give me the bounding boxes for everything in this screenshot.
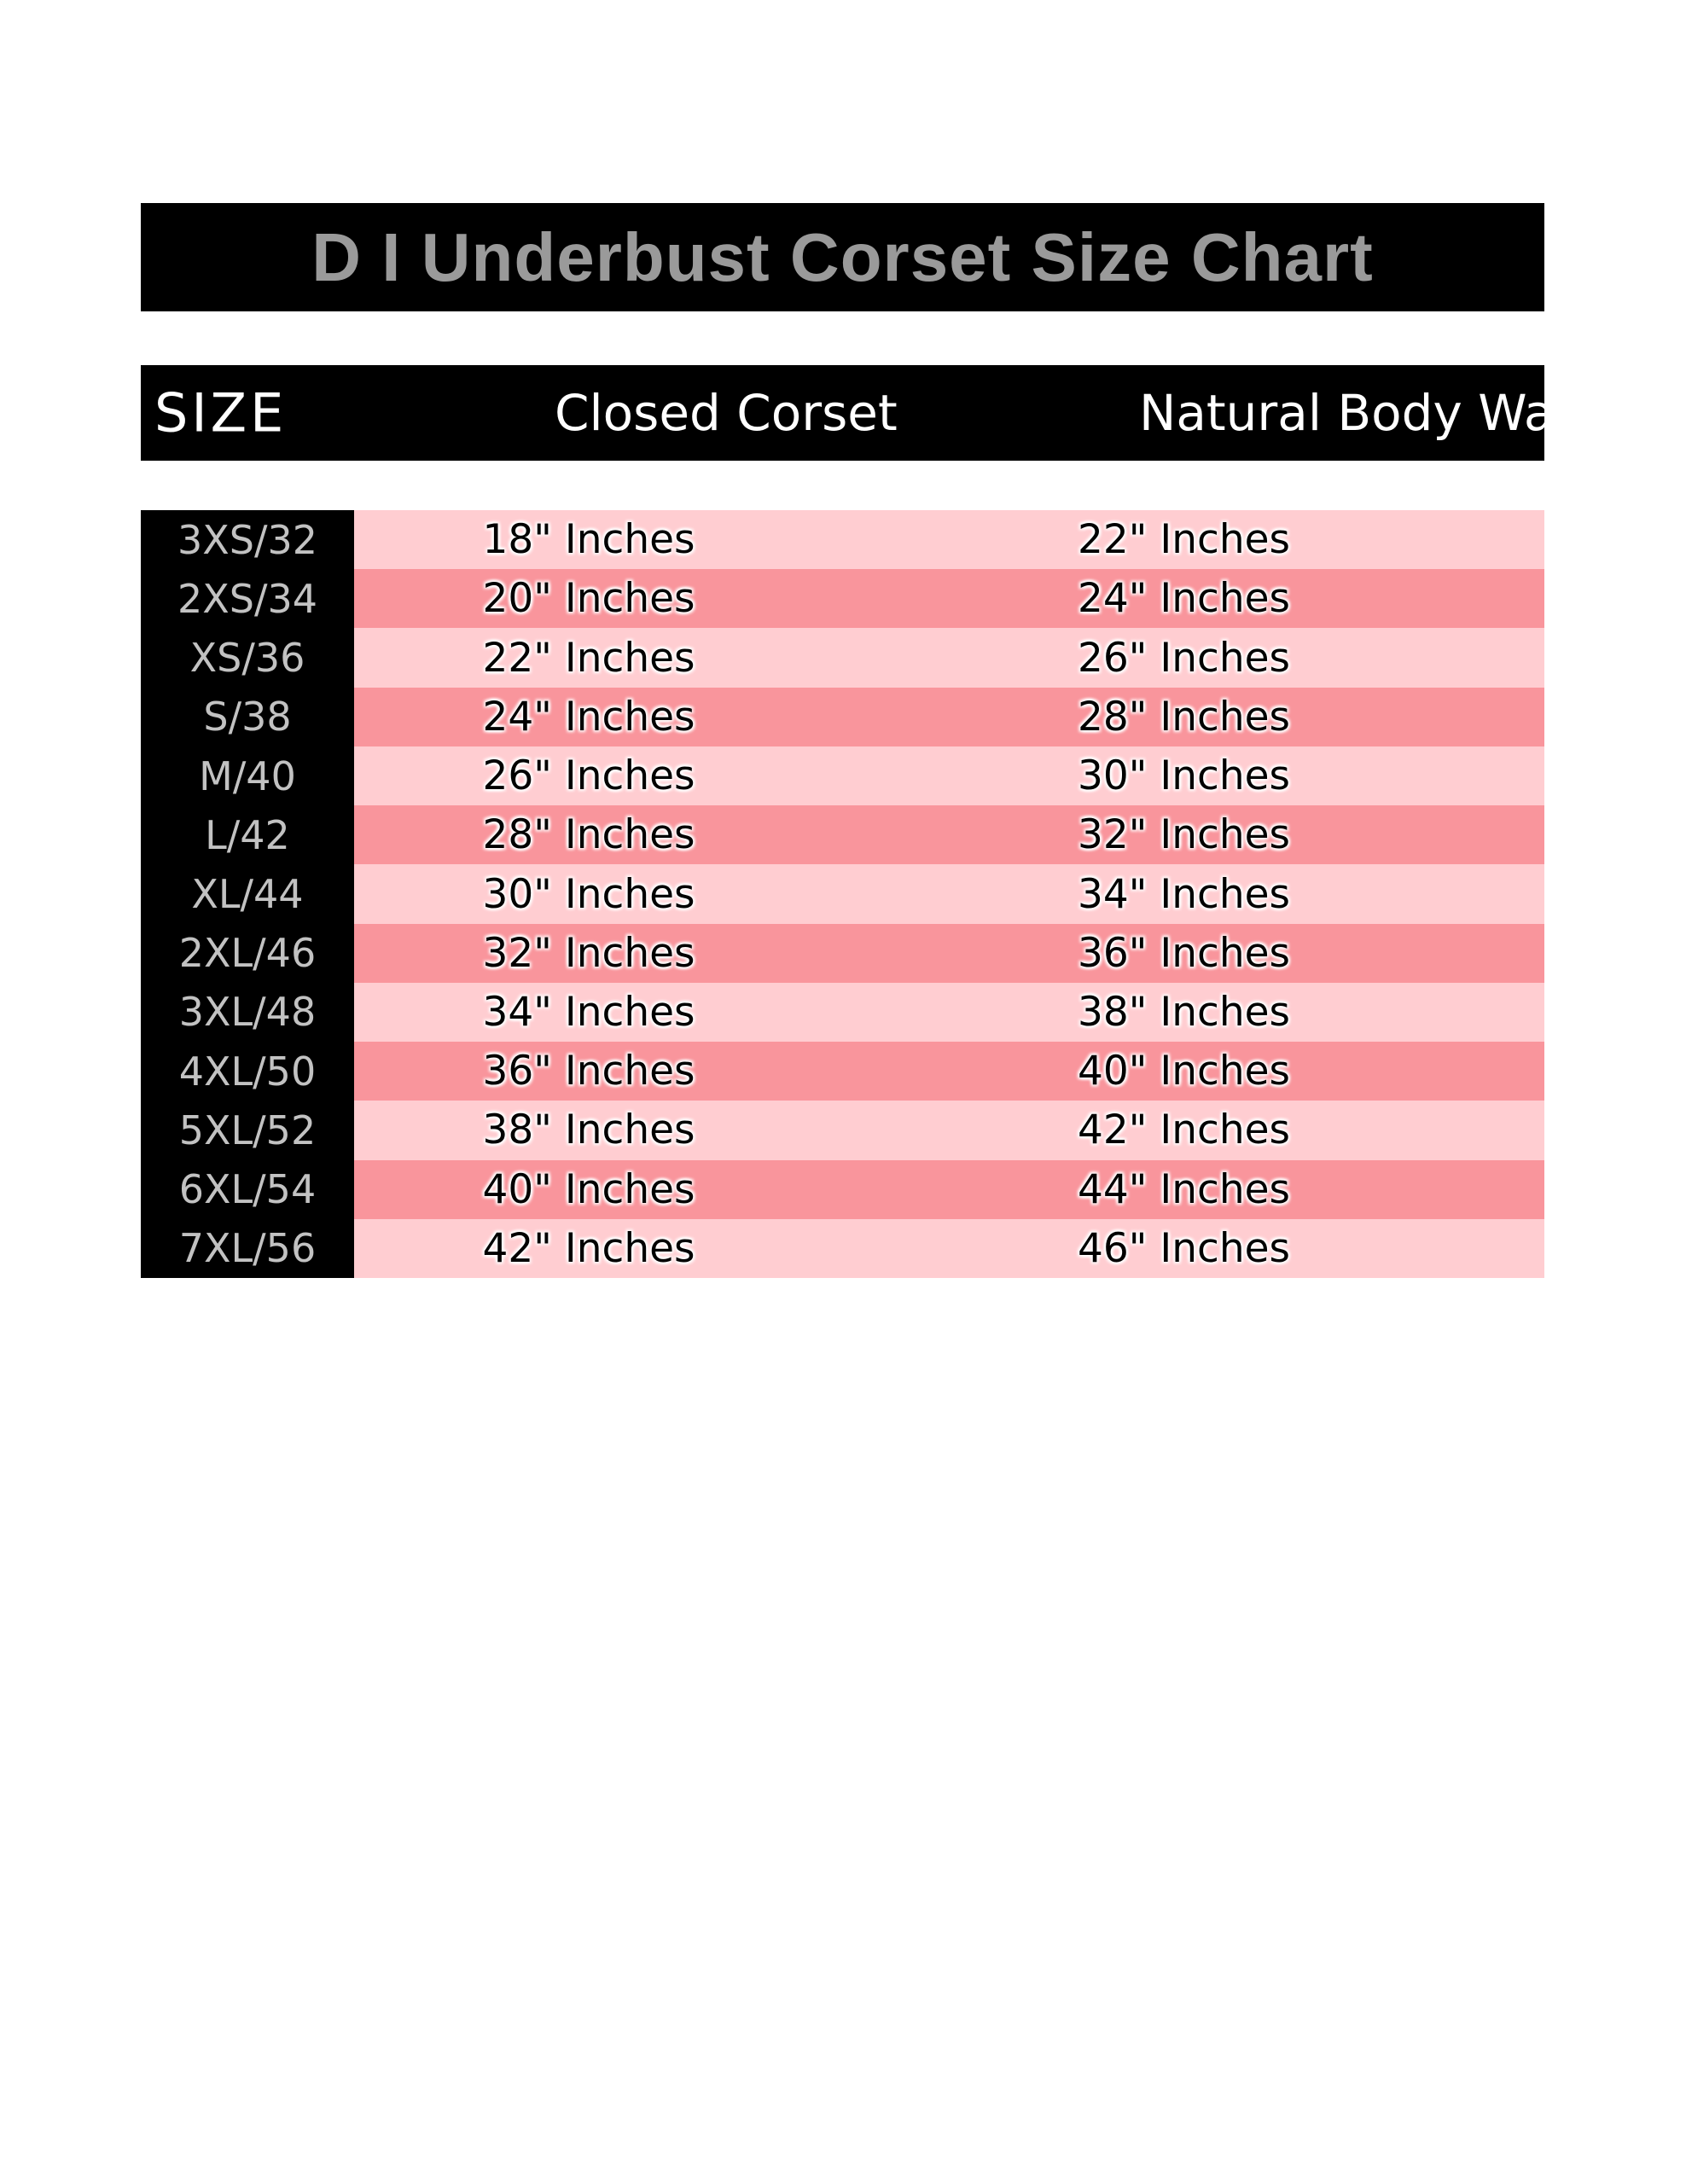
closed-corset-cell: 32" Inches bbox=[354, 924, 823, 983]
natural-waist-cell: 38" Inches bbox=[823, 983, 1544, 1042]
table-row bbox=[141, 510, 1544, 569]
table-row bbox=[141, 1101, 1544, 1159]
size-label-cell: XS/36 bbox=[141, 628, 354, 687]
table-row bbox=[141, 805, 1544, 864]
size-label-cell: L/42 bbox=[141, 805, 354, 864]
size-label-cell: 2XL/46 bbox=[141, 924, 354, 983]
size-label-cell: 6XL/54 bbox=[141, 1160, 354, 1219]
size-table-body bbox=[141, 510, 1544, 1278]
natural-waist-cell: 24" Inches bbox=[823, 569, 1544, 628]
size-label-cell: 4XL/50 bbox=[141, 1042, 354, 1101]
closed-corset-cell: 36" Inches bbox=[354, 1042, 823, 1101]
natural-waist-cell: 32" Inches bbox=[823, 805, 1544, 864]
closed-corset-cell: 30" Inches bbox=[354, 864, 823, 923]
natural-waist-cell: 28" Inches bbox=[823, 688, 1544, 746]
size-label-cell: M/40 bbox=[141, 746, 354, 805]
natural-waist-cell: 40" Inches bbox=[823, 1042, 1544, 1101]
page-title: D I Underbust Corset Size Chart bbox=[311, 218, 1374, 295]
size-label-cell: 3XS/32 bbox=[141, 510, 354, 569]
table-row bbox=[141, 1160, 1544, 1219]
size-label-cell: 5XL/52 bbox=[141, 1101, 354, 1159]
table-row bbox=[141, 569, 1544, 628]
table-row bbox=[141, 688, 1544, 746]
closed-corset-cell: 22" Inches bbox=[354, 628, 823, 687]
column-header-closed-corset: Closed Corset bbox=[555, 384, 898, 442]
table-row bbox=[141, 628, 1544, 687]
natural-waist-cell: 36" Inches bbox=[823, 924, 1544, 983]
table-row bbox=[141, 1219, 1544, 1278]
closed-corset-cell: 34" Inches bbox=[354, 983, 823, 1042]
natural-waist-cell: 22" Inches bbox=[823, 510, 1544, 569]
closed-corset-cell: 20" Inches bbox=[354, 569, 823, 628]
title-bar bbox=[141, 203, 1544, 311]
size-label-cell: XL/44 bbox=[141, 864, 354, 923]
table-header-bar bbox=[141, 365, 1613, 461]
size-label-cell: 2XS/34 bbox=[141, 569, 354, 628]
closed-corset-cell: 42" Inches bbox=[354, 1219, 823, 1278]
table-row bbox=[141, 983, 1544, 1042]
closed-corset-cell: 26" Inches bbox=[354, 746, 823, 805]
natural-waist-cell: 30" Inches bbox=[823, 746, 1544, 805]
size-label-cell: 3XL/48 bbox=[141, 983, 354, 1042]
natural-waist-cell: 46" Inches bbox=[823, 1219, 1544, 1278]
column-header-natural-body-waist: Natural Body Waist bbox=[1139, 384, 1613, 442]
natural-waist-cell: 34" Inches bbox=[823, 864, 1544, 923]
natural-waist-cell: 42" Inches bbox=[823, 1101, 1544, 1159]
size-label-cell: S/38 bbox=[141, 688, 354, 746]
table-row bbox=[141, 746, 1544, 805]
closed-corset-cell: 38" Inches bbox=[354, 1101, 823, 1159]
natural-waist-cell: 26" Inches bbox=[823, 628, 1544, 687]
closed-corset-cell: 24" Inches bbox=[354, 688, 823, 746]
size-label-cell: 7XL/56 bbox=[141, 1219, 354, 1278]
closed-corset-cell: 18" Inches bbox=[354, 510, 823, 569]
column-header-size: SIZE bbox=[154, 381, 288, 444]
closed-corset-cell: 40" Inches bbox=[354, 1160, 823, 1219]
table-row bbox=[141, 1042, 1544, 1101]
natural-waist-cell: 44" Inches bbox=[823, 1160, 1544, 1219]
closed-corset-cell: 28" Inches bbox=[354, 805, 823, 864]
table-row bbox=[141, 924, 1544, 983]
table-row bbox=[141, 864, 1544, 923]
